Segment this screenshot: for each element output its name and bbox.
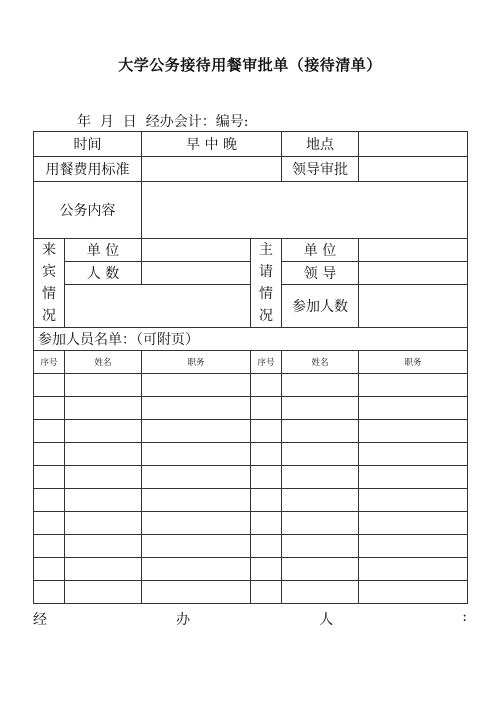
footer-char-2: 办 <box>176 612 191 628</box>
row-time-location <box>34 132 468 157</box>
list-header-title-2: 职务 <box>359 351 468 374</box>
list-cell[interactable] <box>359 443 468 466</box>
list-cell[interactable] <box>142 535 251 558</box>
list-cell[interactable] <box>251 581 282 604</box>
list-cell[interactable] <box>142 489 251 512</box>
row-standard-approval <box>34 157 468 182</box>
list-cell[interactable] <box>282 489 359 512</box>
list-cell[interactable] <box>65 420 142 443</box>
location-value[interactable] <box>359 132 468 157</box>
list-cell[interactable] <box>65 374 142 397</box>
host-attendees-label: 参加人数 <box>282 285 359 328</box>
list-cell[interactable] <box>34 512 65 535</box>
host-char-2: 请 <box>259 264 273 280</box>
host-leader-label: 领 导 <box>282 262 359 285</box>
footer-char-4: : <box>462 609 467 625</box>
list-cell[interactable] <box>359 420 468 443</box>
table-row <box>34 558 468 581</box>
host-section-label <box>251 239 282 328</box>
list-cell[interactable] <box>34 581 65 604</box>
purpose-label: 公务内容 <box>34 182 142 239</box>
guest-count-value[interactable] <box>142 262 251 285</box>
guest-char-4: 况 <box>42 308 56 324</box>
form-title: 大学公务接待用餐审批单（接待清单） <box>118 56 382 74</box>
list-cell[interactable] <box>251 512 282 535</box>
host-leader-value[interactable] <box>359 262 468 285</box>
guest-count-label: 人 数 <box>65 262 142 285</box>
guest-unit-value[interactable] <box>142 239 251 262</box>
list-cell[interactable] <box>359 535 468 558</box>
list-cell[interactable] <box>359 581 468 604</box>
list-cell[interactable] <box>65 489 142 512</box>
list-cell[interactable] <box>282 558 359 581</box>
list-cell[interactable] <box>251 443 282 466</box>
list-cell[interactable] <box>34 374 65 397</box>
list-cell[interactable] <box>359 489 468 512</box>
list-cell[interactable] <box>359 512 468 535</box>
list-cell[interactable] <box>282 420 359 443</box>
list-cell[interactable] <box>65 443 142 466</box>
table-row <box>34 535 468 558</box>
list-cell[interactable] <box>359 397 468 420</box>
guest-unit-label: 单 位 <box>65 239 142 262</box>
list-cell[interactable] <box>142 466 251 489</box>
footer-char-3: 人 <box>319 612 334 628</box>
list-cell[interactable] <box>65 466 142 489</box>
list-cell[interactable] <box>65 558 142 581</box>
guest-char-3: 情 <box>42 286 56 302</box>
purpose-value[interactable] <box>142 182 468 239</box>
meal-standard-label: 用餐费用标准 <box>34 157 142 182</box>
list-cell[interactable] <box>34 489 65 512</box>
footer-handler-line <box>33 609 467 629</box>
table-row <box>34 466 468 489</box>
list-cell[interactable] <box>251 374 282 397</box>
list-cell[interactable] <box>34 535 65 558</box>
list-cell[interactable] <box>142 374 251 397</box>
location-label: 地点 <box>282 132 359 157</box>
date-accountant-number-line: 年 月 日 经办会计：编号: <box>77 114 249 130</box>
guest-section-label <box>34 239 65 328</box>
list-cell[interactable] <box>34 397 65 420</box>
list-cell[interactable] <box>251 466 282 489</box>
list-header-title-1: 职务 <box>142 351 251 374</box>
list-cell[interactable] <box>359 374 468 397</box>
list-cell[interactable] <box>34 420 65 443</box>
host-unit-label: 单 位 <box>282 239 359 262</box>
list-cell[interactable] <box>282 374 359 397</box>
list-cell[interactable] <box>282 443 359 466</box>
list-cell[interactable] <box>34 466 65 489</box>
time-label: 时间 <box>34 132 142 157</box>
list-cell[interactable] <box>282 581 359 604</box>
row-participants-heading <box>34 328 468 351</box>
meal-options[interactable]: 早 中 晚 <box>142 132 282 157</box>
list-cell[interactable] <box>34 443 65 466</box>
table-row <box>34 374 468 397</box>
list-cell[interactable] <box>282 535 359 558</box>
leader-approval-value[interactable] <box>359 157 468 182</box>
list-cell[interactable] <box>34 558 65 581</box>
list-cell[interactable] <box>142 397 251 420</box>
meal-standard-value[interactable] <box>142 157 282 182</box>
list-header-name-1: 姓名 <box>65 351 142 374</box>
host-char-3: 情 <box>259 286 273 302</box>
list-header-seq-1: 序号 <box>34 351 65 374</box>
approval-form-table <box>33 131 468 604</box>
table-row <box>34 397 468 420</box>
list-cell[interactable] <box>142 443 251 466</box>
list-cell[interactable] <box>65 581 142 604</box>
list-cell[interactable] <box>251 420 282 443</box>
host-attendees-value[interactable] <box>359 285 468 328</box>
list-header-name-2: 姓名 <box>282 351 359 374</box>
table-row <box>34 420 468 443</box>
guest-extra-value[interactable] <box>65 285 251 328</box>
guest-char-1: 来 <box>42 242 56 258</box>
list-cell[interactable] <box>65 535 142 558</box>
list-cell[interactable] <box>282 512 359 535</box>
table-row <box>34 581 468 604</box>
list-cell[interactable] <box>251 535 282 558</box>
list-cell[interactable] <box>359 558 468 581</box>
list-header-seq-2: 序号 <box>251 351 282 374</box>
host-char-4: 况 <box>259 308 273 324</box>
leader-approval-label: 领导审批 <box>282 157 359 182</box>
footer-char-1: 经 <box>33 612 47 628</box>
list-header-row <box>34 351 468 374</box>
list-cell[interactable] <box>142 558 251 581</box>
list-cell[interactable] <box>282 466 359 489</box>
list-cell[interactable] <box>359 466 468 489</box>
host-char-1: 主 <box>259 242 273 258</box>
list-cell[interactable] <box>142 512 251 535</box>
list-cell[interactable] <box>251 397 282 420</box>
list-cell[interactable] <box>65 397 142 420</box>
row-purpose <box>34 182 468 239</box>
list-cell[interactable] <box>251 489 282 512</box>
table-row <box>34 489 468 512</box>
guest-char-2: 宾 <box>42 264 56 280</box>
table-row <box>34 512 468 535</box>
participants-heading: 参加人员名单：（可附页） <box>34 328 468 351</box>
participants-list <box>34 374 468 604</box>
table-row <box>34 443 468 466</box>
list-cell[interactable] <box>142 420 251 443</box>
list-cell[interactable] <box>142 581 251 604</box>
row-unit <box>34 239 468 262</box>
list-cell[interactable] <box>251 558 282 581</box>
list-cell[interactable] <box>65 512 142 535</box>
host-unit-value[interactable] <box>359 239 468 262</box>
list-cell[interactable] <box>282 397 359 420</box>
